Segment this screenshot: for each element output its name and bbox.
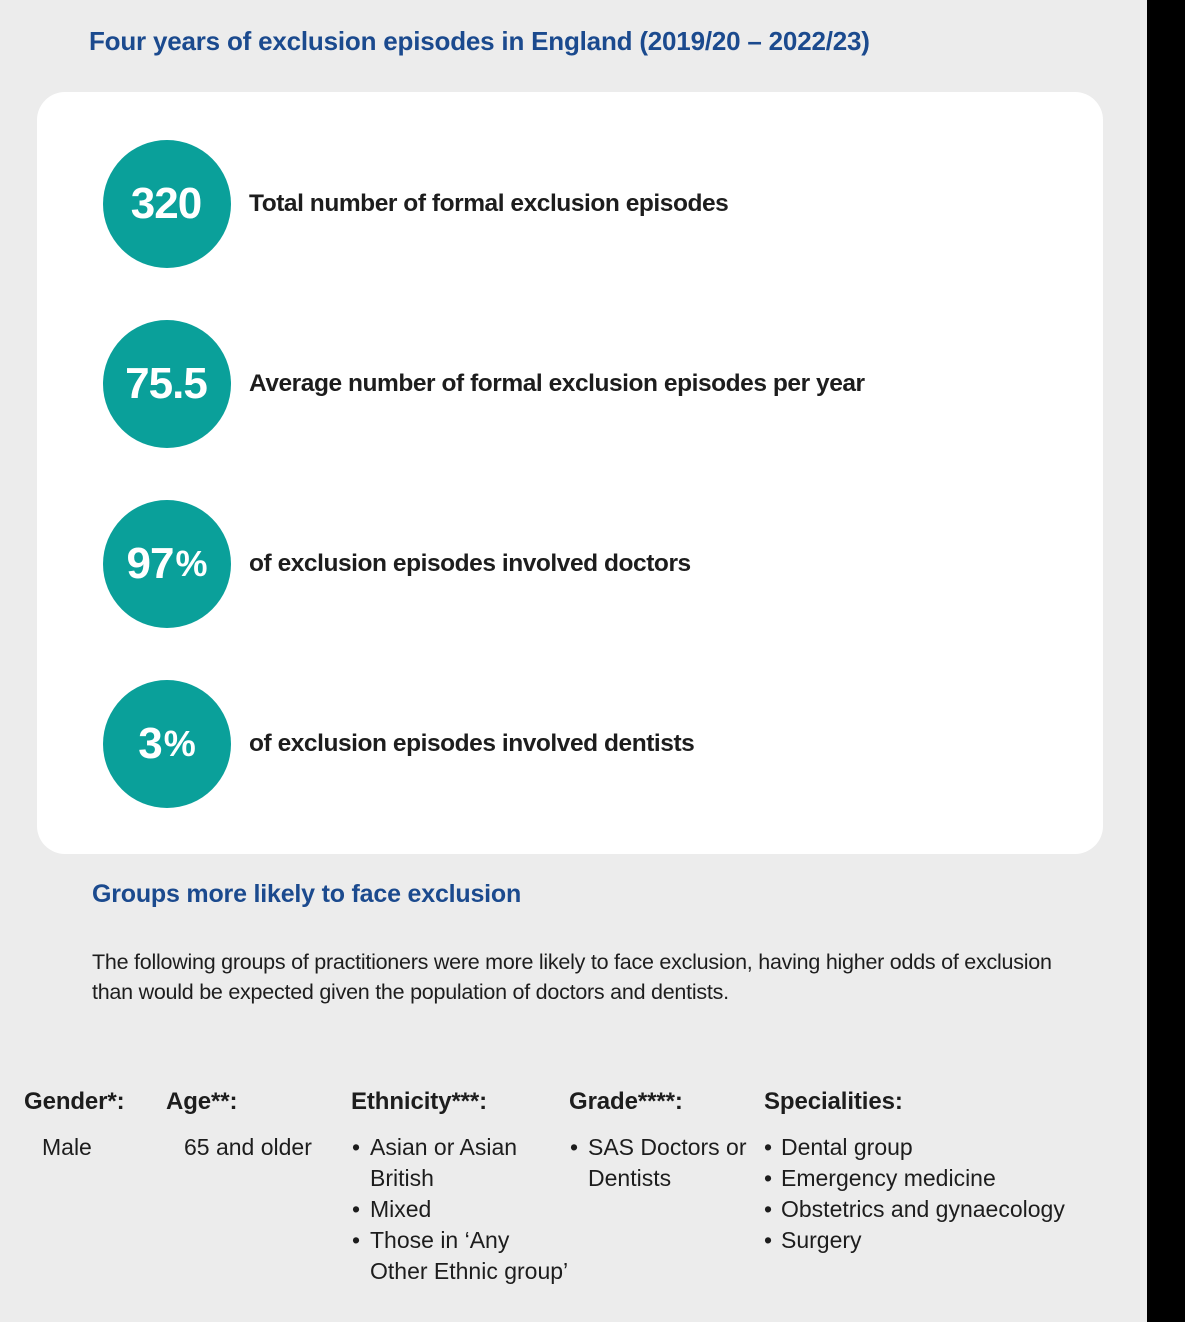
stat-row: [103, 140, 1083, 268]
stat-row: [103, 500, 1083, 628]
stat-row: [103, 680, 1083, 808]
column-heading: Ethnicity***:: [351, 1088, 488, 1115]
column-heading: Gender*:: [24, 1088, 125, 1115]
stat-label: of exclusion episodes involved doctors: [249, 550, 691, 577]
page-title: Four years of exclusion episodes in England (2019/20 – 2022/23): [89, 26, 870, 56]
column-heading: Grade****:: [569, 1088, 683, 1115]
stat-label: of exclusion episodes involved dentists: [249, 730, 695, 757]
stat-circle: [103, 680, 231, 808]
list-item: • SAS Doctors or Dentists: [569, 1132, 764, 1194]
stat-value: 75.5: [125, 359, 207, 408]
list-item: • Those in ‘Any Other Ethnic group’: [351, 1225, 569, 1287]
stat-suffix: %: [175, 543, 208, 584]
list-item: • Obstetrics and gynaecology: [764, 1194, 1124, 1225]
column-list: [764, 1132, 1124, 1256]
group-column-grade: [569, 1088, 764, 1194]
groups-heading: Groups more likely to face exclusion: [92, 880, 522, 908]
stat-suffix: %: [163, 723, 196, 764]
groups-paragraph: The following groups of practitioners were more likely to face exclusion, having higher odds of exclusion than would be expected given the population of doctors and dentists.: [92, 950, 1052, 1004]
group-column-age: [166, 1088, 351, 1163]
stats-card: [37, 92, 1103, 854]
stat-label: Average number of formal exclusion episodes per year: [249, 370, 865, 397]
group-column-ethnicity: [351, 1088, 569, 1287]
stat-value: 97: [126, 539, 174, 588]
stat-circle: [103, 140, 231, 268]
groups-columns: [24, 1088, 1134, 1287]
right-side-band: [1147, 0, 1185, 1322]
column-heading: Specialities:: [764, 1088, 903, 1115]
stat-circle: [103, 500, 231, 628]
list-item: • Surgery: [764, 1225, 1124, 1256]
column-value: Male: [42, 1134, 92, 1160]
group-column-specialities: [764, 1088, 1124, 1256]
column-value: 65 and older: [184, 1134, 312, 1160]
column-list: [351, 1132, 569, 1287]
column-heading: Age**:: [166, 1088, 238, 1115]
list-item: • Mixed: [351, 1194, 569, 1225]
group-column-gender: [24, 1088, 166, 1163]
list-item: • Emergency medicine: [764, 1163, 1124, 1194]
list-item: • Dental group: [764, 1132, 1124, 1163]
column-list: [569, 1132, 764, 1194]
stat-value: 320: [130, 179, 202, 228]
list-item: • Asian or Asian British: [351, 1132, 569, 1194]
stat-circle: [103, 320, 231, 448]
stat-row: [103, 320, 1083, 448]
stat-label: Total number of formal exclusion episodes: [249, 190, 729, 217]
stat-value: 3: [138, 719, 162, 768]
